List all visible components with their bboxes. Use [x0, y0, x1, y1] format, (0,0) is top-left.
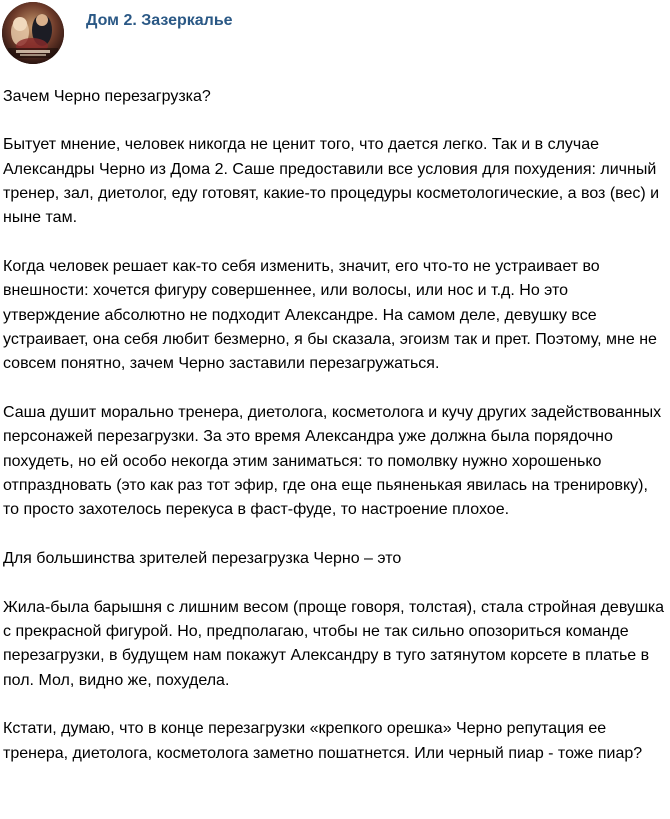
post-paragraph-4: Для большинства зрителей перезагрузка Черно – это — [3, 549, 402, 567]
post-paragraph-1: Бытует мнение, человек никогда не ценит того, что дается легко. Так и в случае Александры Черно из Дома 2. Саше предоставили все условия для похудения: личный тренер, зал, диетолог, еду готовят, какие-то процедуры косметологические, а воз (вес) и ныне там. — [3, 136, 660, 227]
post-title: Зачем Черно перезагрузка? — [3, 88, 211, 105]
group-avatar[interactable] — [2, 2, 64, 64]
post-paragraph-2: Когда человек решает как-то себя изменить, значит, его что-то не устраивает во внешности: хочется фигуру совершеннее, или волосы, или нос и т.д. Но это утверждение абсолютно не подходит Александре. На самом деле, девушку все устраивает, она себя любит безмерно, я бы сказала, эгоизм так и прет. Поэтому, мне не совсем понятно, зачем Черно заставили перезагружаться. — [3, 257, 657, 373]
group-name-link[interactable]: Дом 2. Зазеркалье — [86, 12, 233, 29]
group-avatar-image — [2, 2, 64, 64]
post-paragraph-5: Жила-была барышня с лишним весом (проще говоря, толстая), стала стройная девушка с прекрасной фигурой. Но, предполагаю, чтобы не так сильно опозориться команде перезагрузки, в будущем нам покажут Александру в туго затянутом корсете в платье в пол. Мол, видно же, похудела. — [3, 598, 665, 689]
post-body — [3, 85, 667, 766]
post-paragraph-3: Саша душит морально тренера, диетолога, косметолога и кучу других задействованных персонажей перезагрузки. За это время Александра уже должна была порядочно похудеть, но ей особо некогда этим заниматься: то помолвку нужно хорошенько отпраздновать (это как раз тот эфир, где она еще пьяненькая явилась на тренировку), то просто захотелось перекуса в фаст-фуде, то настроение плохое. — [3, 403, 662, 519]
post-header — [0, 0, 670, 70]
post-paragraph-6: Кстати, думаю, что в конце перезагрузки «крепкого орешка» Черно репутация ее тренера, диетолога, косметолога заметно пошатнется. Или черный пиар - тоже пиар? — [3, 720, 643, 762]
